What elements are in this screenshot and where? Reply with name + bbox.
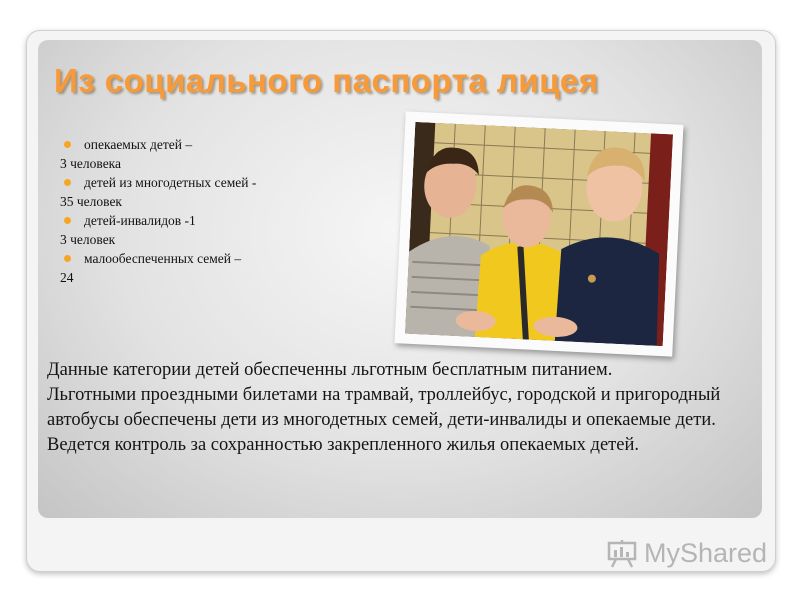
children-photo: [405, 122, 673, 346]
paragraph-1: Данные категории детей обеспеченны льготным бесплатным питанием.: [47, 360, 613, 380]
stat-bullet-4: малообеспеченных семей –: [60, 249, 360, 268]
bullet-dot-icon: [64, 179, 71, 186]
stat-bullet-1: опекаемых детей –: [60, 135, 360, 154]
slide: [38, 40, 762, 518]
stat-bullet-3: детей-инвалидов -1: [60, 211, 360, 230]
paragraph-3: Ведется контроль за сохранностью закрепленного жилья опекаемых детей.: [47, 435, 639, 455]
stat-bullet-2: детей из многодетных семей -: [60, 173, 360, 192]
bullet-dot-icon: [64, 141, 71, 148]
body-text: [47, 358, 759, 458]
myshared-watermark: [606, 536, 767, 570]
stat-value-4: 24: [60, 270, 74, 285]
presentation-board-icon: [606, 537, 638, 569]
bullet-dot-icon: [64, 217, 71, 224]
watermark-text: MyShared: [644, 537, 768, 568]
stat-value-3: 3 человек: [60, 232, 116, 247]
bullet-dot-icon: [64, 255, 71, 262]
slide-title: Из социального паспорта лицея: [54, 62, 599, 99]
stat-value-1: 3 человека: [60, 156, 122, 171]
paragraph-2: Льготными проездными билетами на трамвай, троллейбус, городской и пригородный автобусы обеспечены дети из многодетных семей, дети-инвалиды и опекаемые дети.: [47, 385, 721, 430]
photo-frame: [394, 111, 683, 356]
stats-list: [60, 135, 360, 287]
stat-value-2: 35 человек: [60, 194, 122, 209]
